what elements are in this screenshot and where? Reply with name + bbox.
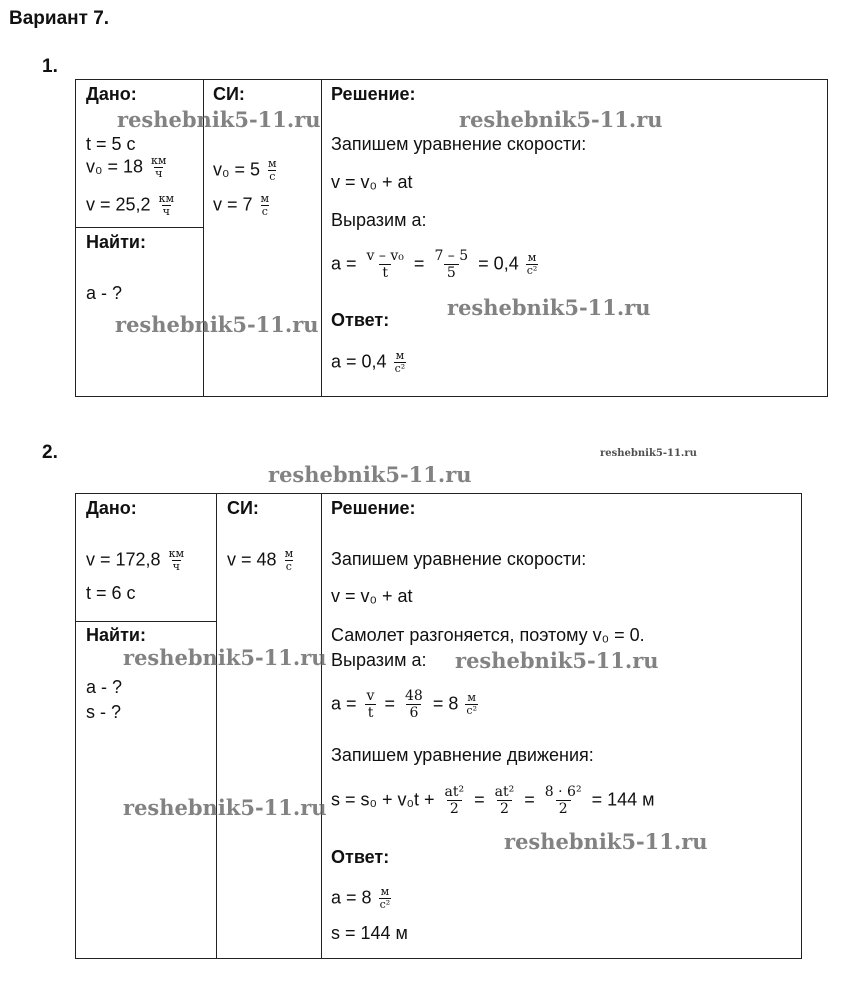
problem-2-number: 2.: [42, 442, 58, 463]
p2-answer-a-unit: м с²: [379, 885, 391, 911]
p1-given-header: Дано:: [86, 84, 137, 104]
p2-find-a: a - ?: [86, 677, 123, 697]
watermark: reshebnik5-11.ru: [268, 462, 472, 487]
p2-find-header: Найти:: [86, 625, 146, 645]
p2-divider-2: [321, 493, 322, 959]
p2-find-s: s - ?: [86, 702, 122, 722]
p2-answer-a: [331, 886, 393, 911]
p1-divider-find: [75, 227, 204, 228]
p1-answer-unit: м с²: [394, 349, 406, 375]
p1-divider-2: [321, 79, 322, 397]
p1-si-header: СИ:: [213, 84, 245, 104]
p2-fraction-1: $\frac{v}{t}$: [366, 688, 375, 721]
p2-si-v: [227, 548, 296, 573]
p2-result-unit: м с²: [466, 691, 477, 717]
p1-fraction-2: $\frac{7 - 5}{5}$: [434, 248, 469, 281]
p1-find-a: a - ?: [86, 283, 123, 303]
p1-si-v0-unit: м с: [268, 157, 277, 183]
p1-answer-header: Ответ:: [331, 310, 390, 330]
p2-given-v-unit: км ч: [168, 547, 185, 573]
p2-sol-line-3: Самолет разгоняется, поэтому v₀ = 0.: [331, 625, 645, 645]
p2-fraction-2: $\frac{48}{6}$: [405, 688, 423, 721]
p2-sol-line-2: v = v₀ + at: [331, 586, 413, 606]
p2-motion-fraction-2: $\frac{\text{at²}}{2}$: [494, 784, 515, 817]
p1-sol-line-2: v = v₀ + at: [331, 172, 413, 192]
p1-answer: [331, 350, 408, 375]
p2-si-header: СИ:: [227, 498, 259, 518]
p1-find-header: Найти:: [86, 232, 146, 252]
watermark: reshebnik5-11.ru: [459, 107, 663, 132]
page-title: Вариант 7.: [9, 8, 110, 29]
watermark: reshebnik5-11.ru: [504, 829, 708, 854]
p2-solution-header: Решение:: [331, 498, 416, 518]
p2-answer-header: Ответ:: [331, 847, 390, 867]
p2-sol-formula-a: a = $\frac{v}{t}$ = $\frac{48}{6}$ = 8 м с²: [331, 688, 477, 721]
p2-sol-line-5: Запишем уравнение движения:: [331, 745, 594, 765]
p2-given-t: t = 6 с: [86, 583, 136, 603]
watermark: reshebnik5-11.ru: [123, 795, 327, 820]
watermark-small: reshebnik5-11.ru: [600, 448, 697, 459]
p2-divider-1: [216, 493, 217, 959]
watermark: reshebnik5-11.ru: [455, 648, 659, 673]
p1-si-v-value: v = 7: [213, 194, 253, 215]
p1-given-v0-unit: км ч: [151, 154, 167, 180]
p1-si-v0-value: v₀ = 5: [213, 159, 260, 180]
p1-sol-line-3: Выразим a:: [331, 210, 427, 230]
p1-si-v: [213, 193, 272, 218]
p1-solution-header: Решение:: [331, 84, 416, 104]
p1-answer-value: a = 0,4: [331, 351, 387, 372]
p1-given-v0-value: v₀ = 18: [86, 156, 144, 177]
p1-given-v0: [86, 155, 169, 180]
p2-given-v: [86, 548, 187, 573]
p2-si-v-unit: м с: [284, 547, 294, 573]
p1-given-v-unit: км ч: [158, 192, 174, 218]
p2-divider-find: [75, 621, 217, 622]
problem-1-number: 1.: [42, 56, 58, 77]
p2-motion-fraction-1: $\frac{\text{at²}}{2}$: [444, 784, 465, 817]
p2-answer-a-value: a = 8: [331, 887, 372, 908]
watermark: reshebnik5-11.ru: [447, 295, 651, 320]
p2-answer-s: s = 144 м: [331, 923, 408, 943]
p1-given-v-value: v = 25,2: [86, 194, 151, 215]
p1-sol-formula: a = $\frac{\text{v – v₀}}{t}$ = $\frac{7 - 5}{5}$ = 0,4 м с²: [331, 248, 538, 281]
watermark: reshebnik5-11.ru: [117, 107, 321, 132]
p2-given-header: Дано:: [86, 498, 137, 518]
p1-fraction-1: $\frac{\text{v – v₀}}{t}$: [366, 248, 404, 281]
p1-given-v: [86, 193, 177, 218]
p2-sol-line-1: Запишем уравнение скорости:: [331, 549, 587, 569]
p2-sol-formula-s: s = s₀ + v₀t + $\frac{\text{at²}}{2}$ = $\frac{\text{at²}}{2}$ = $\frac{\text{8 · 6²}}{2}$ = 144 м: [331, 784, 655, 817]
p1-si-v-unit: м с: [260, 192, 270, 218]
p2-motion-fraction-3: $\frac{\text{8 · 6²}}{2}$: [544, 784, 582, 817]
p1-sol-line-1: Запишем уравнение скорости:: [331, 134, 587, 154]
p2-si-v-value: v = 48: [227, 549, 277, 570]
watermark: reshebnik5-11.ru: [115, 312, 319, 337]
p1-si-v0: [213, 158, 280, 183]
p2-sol-line-4: Выразим a:: [331, 650, 427, 670]
watermark: reshebnik5-11.ru: [123, 645, 327, 670]
p2-given-v-value: v = 172,8: [86, 549, 161, 570]
p1-result-unit: м с²: [526, 251, 538, 277]
p1-given-t: t = 5 с: [86, 134, 136, 154]
